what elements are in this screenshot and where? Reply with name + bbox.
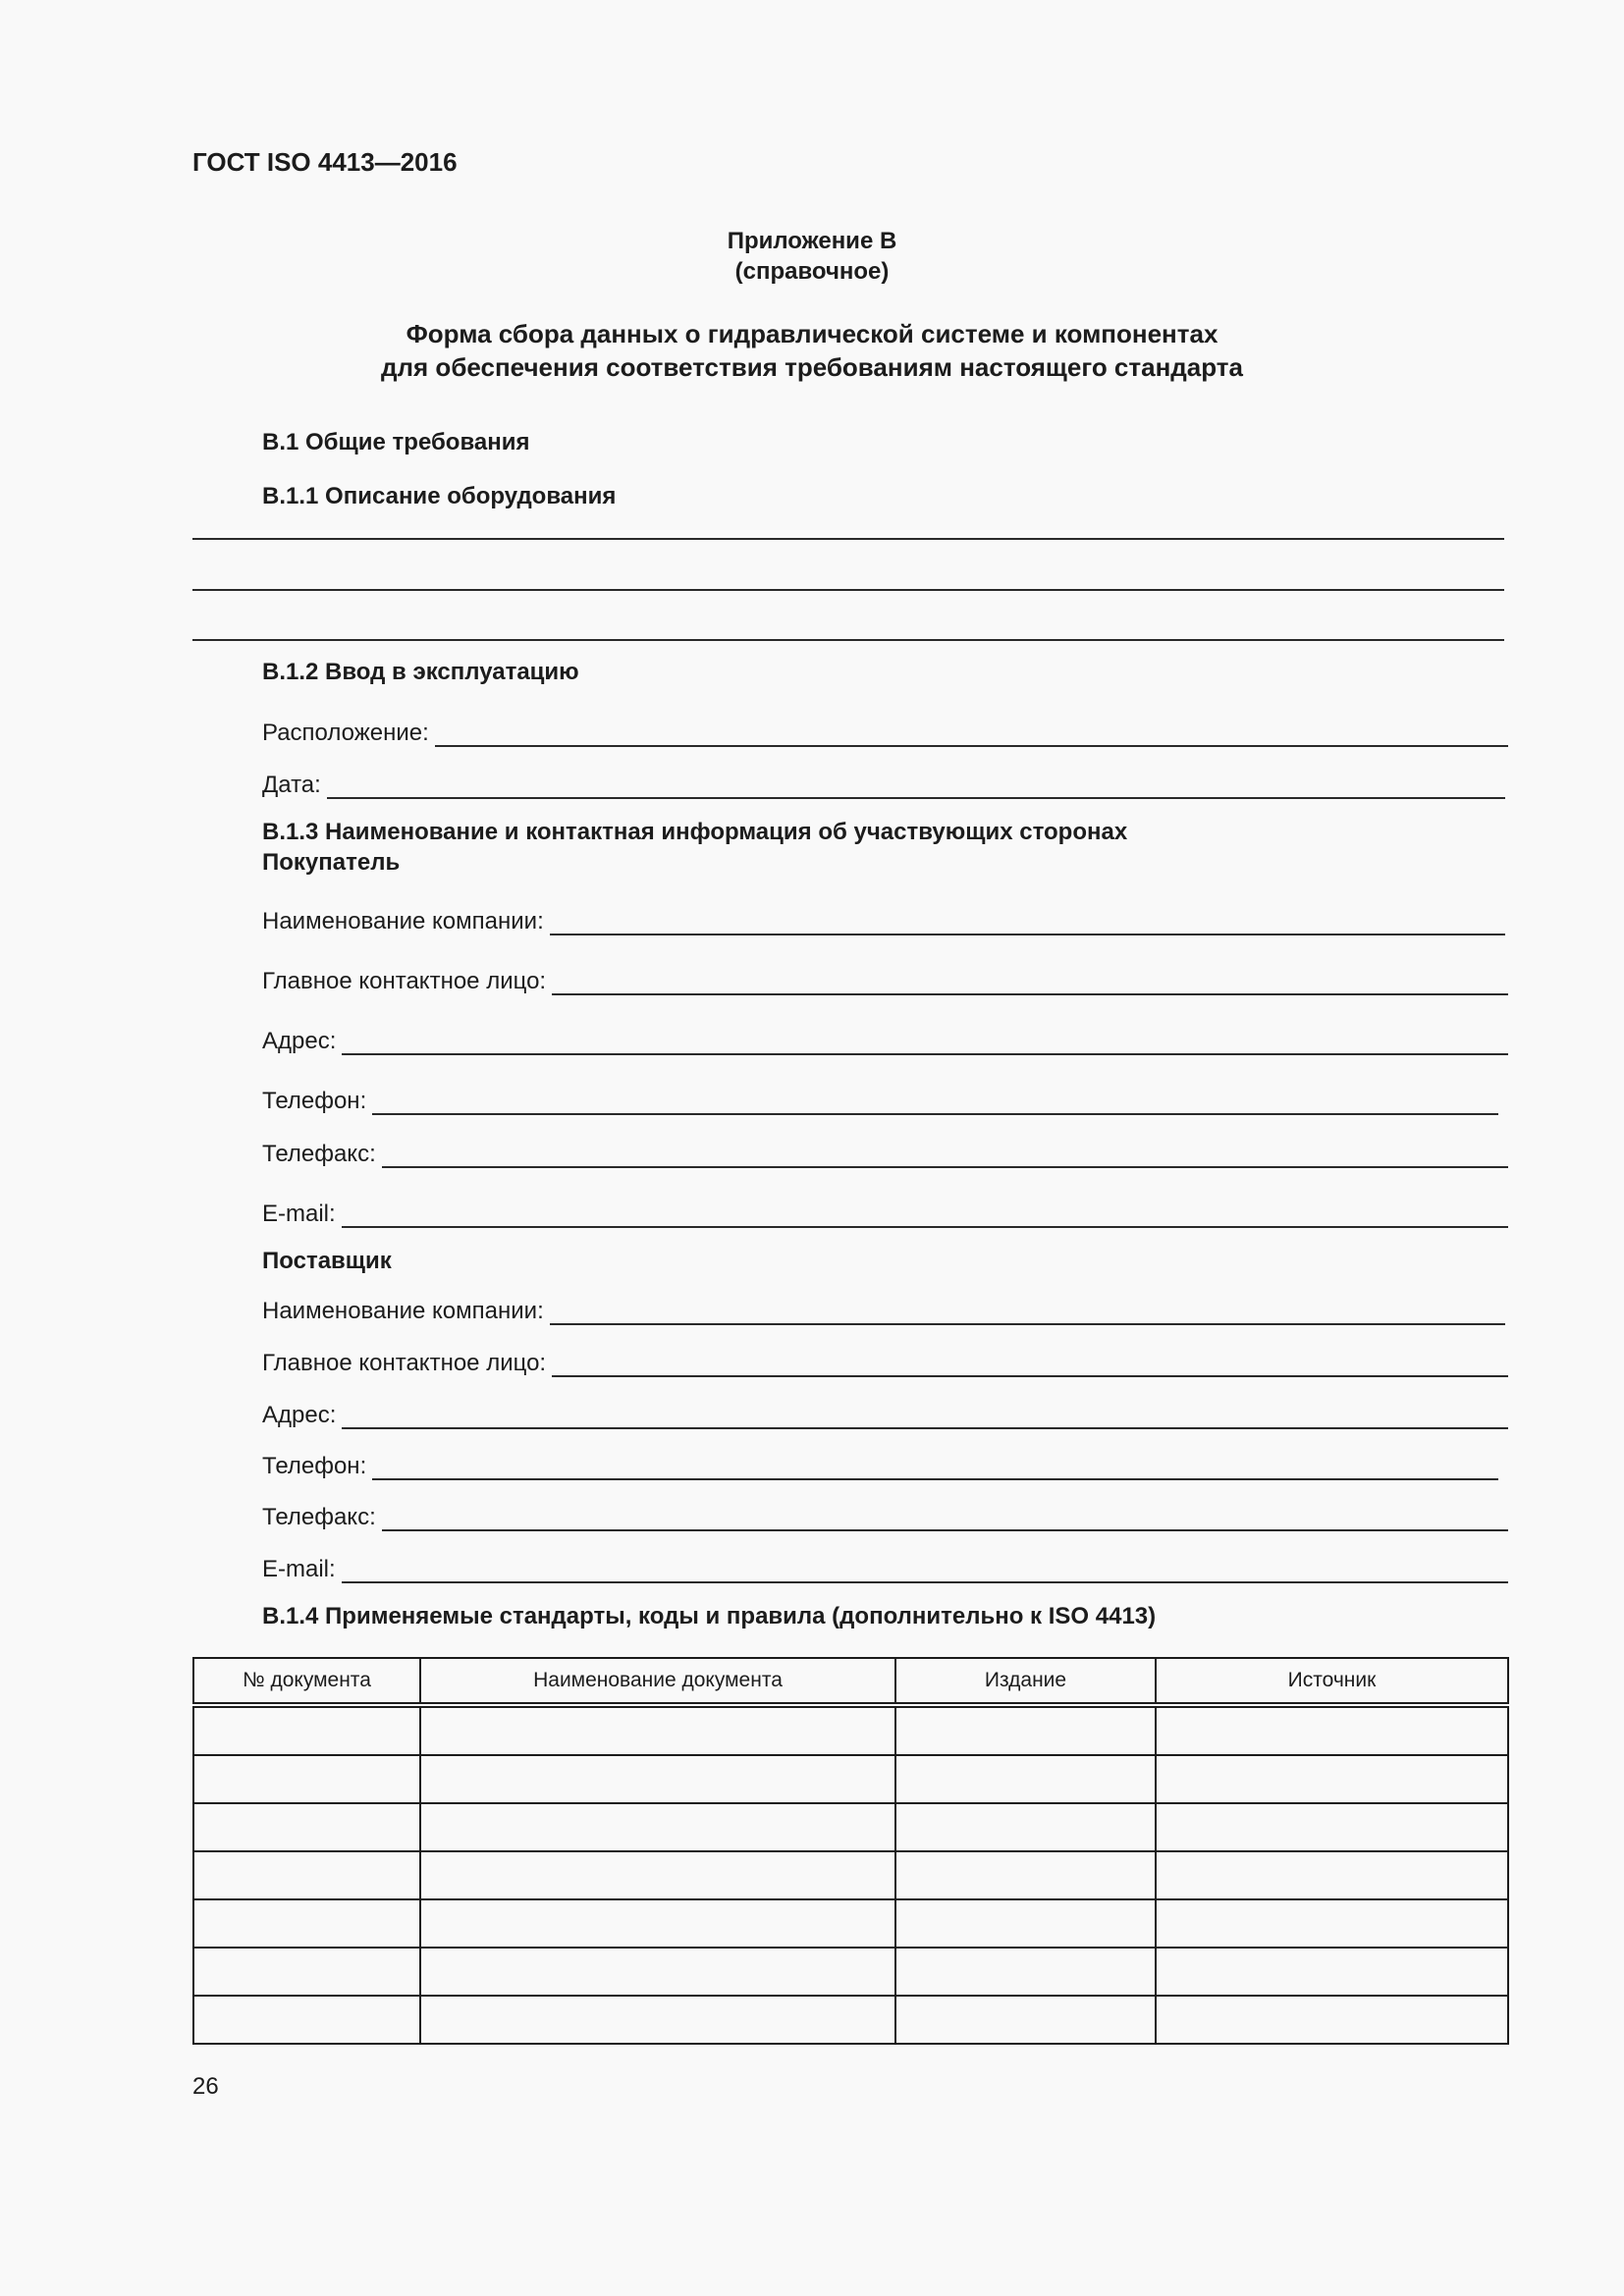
equipment-description-line-3[interactable] bbox=[192, 639, 1504, 641]
table-row bbox=[193, 1851, 1508, 1899]
table-cell[interactable] bbox=[895, 1996, 1156, 2044]
buyer-contact-field[interactable] bbox=[262, 956, 1508, 995]
supplier-contact-input-line[interactable] bbox=[552, 1348, 1508, 1377]
supplier-address-input-line[interactable] bbox=[342, 1400, 1508, 1429]
buyer-contact-label: Главное контактное лицо: bbox=[262, 968, 547, 994]
buyer-email-input-line[interactable] bbox=[342, 1199, 1508, 1228]
appendix-subtitle: (справочное) bbox=[734, 258, 890, 285]
location-field[interactable] bbox=[262, 708, 1508, 747]
date-field[interactable] bbox=[262, 760, 1505, 799]
table-row bbox=[193, 1899, 1508, 1948]
table-cell[interactable] bbox=[895, 1948, 1156, 1996]
table-row bbox=[193, 1803, 1508, 1851]
table-cell[interactable] bbox=[895, 1755, 1156, 1803]
buyer-address-label: Адрес: bbox=[262, 1028, 337, 1054]
table-cell[interactable] bbox=[420, 1705, 895, 1755]
table-row bbox=[193, 1705, 1508, 1755]
table-cell[interactable] bbox=[1156, 1705, 1508, 1755]
supplier-phone-input-line[interactable] bbox=[372, 1451, 1498, 1480]
supplier-fax-input-line[interactable] bbox=[382, 1502, 1508, 1531]
equipment-description-line-2[interactable] bbox=[192, 589, 1504, 591]
table-cell[interactable] bbox=[895, 1803, 1156, 1851]
supplier-fax-field[interactable] bbox=[262, 1492, 1508, 1531]
table-header-row bbox=[193, 1658, 1508, 1705]
buyer-company-field[interactable] bbox=[262, 896, 1505, 935]
equipment-description-line-1[interactable] bbox=[192, 538, 1504, 540]
buyer-phone-field[interactable] bbox=[262, 1076, 1498, 1115]
buyer-email-label: E-mail: bbox=[262, 1201, 336, 1227]
supplier-phone-label: Телефон: bbox=[262, 1453, 367, 1479]
standards-table bbox=[192, 1657, 1509, 2045]
buyer-phone-input-line[interactable] bbox=[372, 1086, 1498, 1115]
date-input-line[interactable] bbox=[327, 770, 1505, 799]
section-b1-2-heading: В.1.2 Ввод в эксплуатацию bbox=[262, 659, 579, 685]
table-cell[interactable] bbox=[895, 1899, 1156, 1948]
table-cell[interactable] bbox=[420, 1803, 895, 1851]
appendix-heading bbox=[0, 226, 1624, 287]
supplier-company-field[interactable] bbox=[262, 1286, 1505, 1325]
page-number: 26 bbox=[192, 2073, 219, 2100]
table-cell[interactable] bbox=[895, 1851, 1156, 1899]
table-cell[interactable] bbox=[193, 1899, 420, 1948]
supplier-email-input-line[interactable] bbox=[342, 1554, 1508, 1583]
supplier-email-label: E-mail: bbox=[262, 1556, 336, 1582]
table-cell[interactable] bbox=[193, 1755, 420, 1803]
buyer-title: Покупатель bbox=[262, 849, 401, 876]
supplier-email-field[interactable] bbox=[262, 1544, 1508, 1583]
table-cell[interactable] bbox=[193, 1803, 420, 1851]
table-cell[interactable] bbox=[193, 1705, 420, 1755]
table-cell[interactable] bbox=[420, 1996, 895, 2044]
date-label: Дата: bbox=[262, 772, 321, 798]
table-cell[interactable] bbox=[193, 1996, 420, 2044]
form-title-line-1: Форма сбора данных о гидравлической системе и компонентах bbox=[406, 319, 1218, 348]
appendix-title: Приложение В bbox=[727, 228, 897, 254]
table-row bbox=[193, 1996, 1508, 2044]
buyer-email-field[interactable] bbox=[262, 1189, 1508, 1228]
standard-header: ГОСТ ISO 4413—2016 bbox=[192, 147, 458, 177]
buyer-contact-input-line[interactable] bbox=[552, 966, 1508, 995]
table-cell[interactable] bbox=[1156, 1755, 1508, 1803]
supplier-company-label: Наименование компании: bbox=[262, 1298, 544, 1324]
table-cell[interactable] bbox=[1156, 1851, 1508, 1899]
table-cell[interactable] bbox=[420, 1899, 895, 1948]
buyer-fax-field[interactable] bbox=[262, 1129, 1508, 1168]
buyer-phone-label: Телефон: bbox=[262, 1088, 367, 1114]
supplier-contact-field[interactable] bbox=[262, 1338, 1508, 1377]
table-cell[interactable] bbox=[1156, 1996, 1508, 2044]
buyer-fax-label: Телефакс: bbox=[262, 1141, 376, 1167]
column-header-doc-number: № документа bbox=[193, 1658, 420, 1705]
table-cell[interactable] bbox=[1156, 1948, 1508, 1996]
table-cell[interactable] bbox=[1156, 1899, 1508, 1948]
section-b1-4-heading: В.1.4 Применяемые стандарты, коды и правила (дополнительно к ISO 4413) bbox=[262, 1603, 1157, 1629]
location-input-line[interactable] bbox=[435, 718, 1508, 747]
supplier-phone-field[interactable] bbox=[262, 1441, 1498, 1480]
column-header-source: Источник bbox=[1156, 1658, 1508, 1705]
table-cell[interactable] bbox=[895, 1705, 1156, 1755]
table-row bbox=[193, 1755, 1508, 1803]
table-cell[interactable] bbox=[1156, 1803, 1508, 1851]
buyer-company-label: Наименование компании: bbox=[262, 908, 544, 934]
supplier-fax-label: Телефакс: bbox=[262, 1504, 376, 1530]
table-cell[interactable] bbox=[193, 1948, 420, 1996]
section-b1-3-title: В.1.3 Наименование и контактная информация об участвующих сторонах bbox=[262, 819, 1128, 845]
supplier-address-field[interactable] bbox=[262, 1390, 1508, 1429]
table-cell[interactable] bbox=[420, 1755, 895, 1803]
supplier-company-input-line[interactable] bbox=[550, 1296, 1505, 1325]
column-header-doc-name: Наименование документа bbox=[420, 1658, 895, 1705]
buyer-address-input-line[interactable] bbox=[342, 1026, 1508, 1055]
section-b1-1-heading: В.1.1 Описание оборудования bbox=[262, 483, 617, 509]
supplier-address-label: Адрес: bbox=[262, 1402, 337, 1428]
section-b1-heading: В.1 Общие требования bbox=[262, 429, 530, 455]
buyer-address-field[interactable] bbox=[262, 1016, 1508, 1055]
section-b1-3-heading bbox=[262, 817, 1127, 878]
table-cell[interactable] bbox=[420, 1851, 895, 1899]
buyer-fax-input-line[interactable] bbox=[382, 1139, 1508, 1168]
location-label: Расположение: bbox=[262, 720, 429, 746]
table-cell[interactable] bbox=[193, 1851, 420, 1899]
table-row bbox=[193, 1948, 1508, 1996]
supplier-title: Поставщик bbox=[262, 1248, 392, 1274]
buyer-company-input-line[interactable] bbox=[550, 906, 1505, 935]
table-cell[interactable] bbox=[420, 1948, 895, 1996]
column-header-edition: Издание bbox=[895, 1658, 1156, 1705]
form-title bbox=[0, 317, 1624, 384]
supplier-contact-label: Главное контактное лицо: bbox=[262, 1350, 547, 1376]
form-title-line-2: для обеспечения соответствия требованиям настоящего стандарта bbox=[381, 352, 1243, 382]
